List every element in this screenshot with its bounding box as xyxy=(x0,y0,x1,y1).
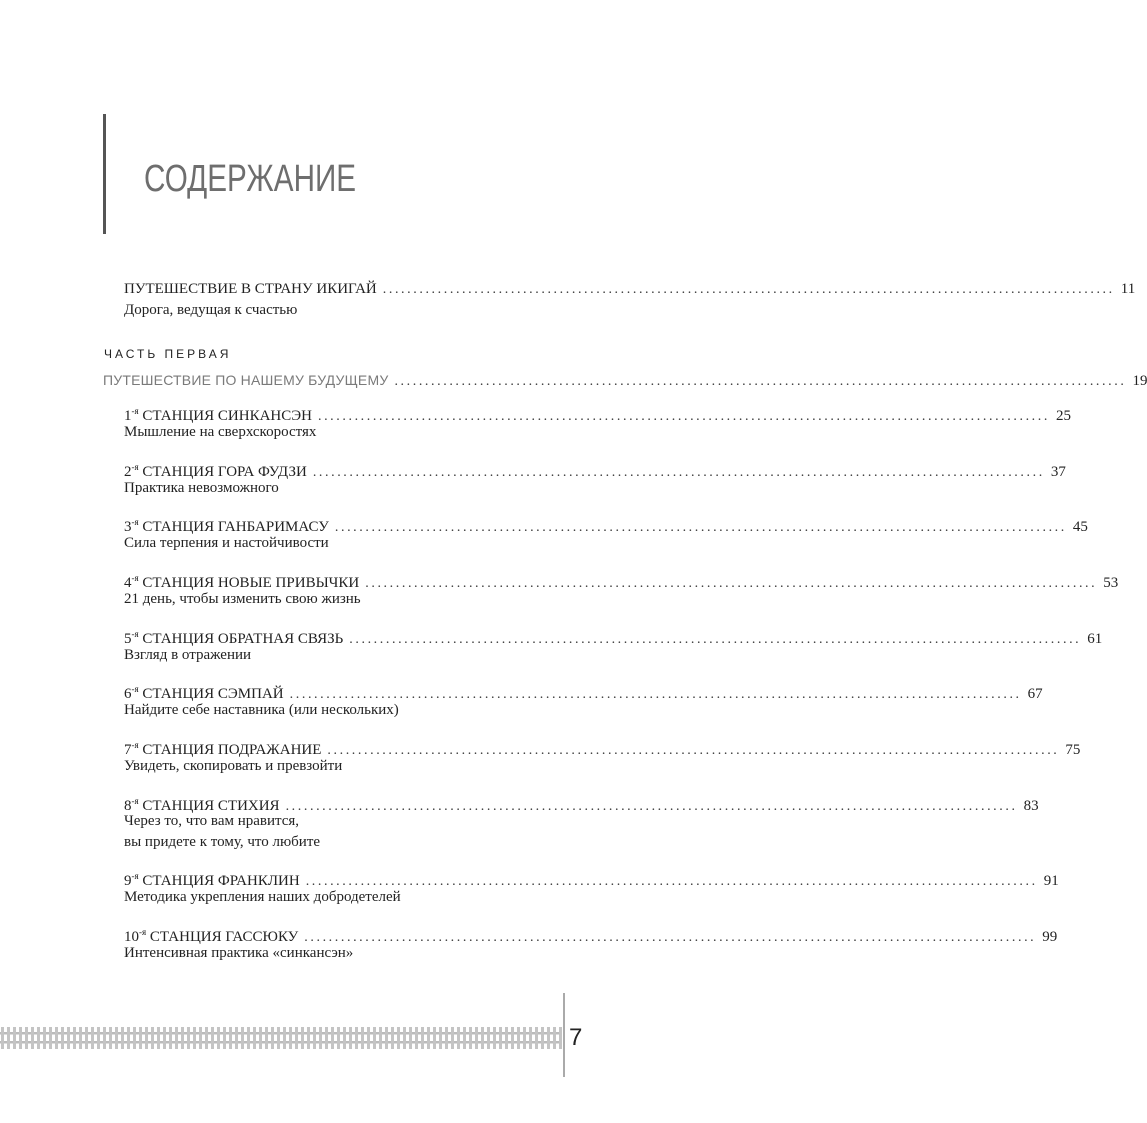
rail-sleeper xyxy=(121,1027,124,1049)
rail-sleeper xyxy=(55,1027,58,1049)
toc-entry-station-4[interactable] xyxy=(124,568,1119,591)
toc-page-number: 61 xyxy=(1087,631,1103,647)
rail-sleeper xyxy=(505,1027,508,1049)
station-suffix: -я xyxy=(131,629,139,639)
toc-entry-subtitle: 21 день, чтобы изменить свою жизнь xyxy=(124,591,361,607)
rail-sleeper xyxy=(325,1027,328,1049)
rail-sleeper xyxy=(67,1027,70,1049)
rail-sleeper xyxy=(127,1027,130,1049)
toc-entry-station-2[interactable] xyxy=(124,457,1066,480)
station-number: 1 xyxy=(124,408,132,424)
rail-sleeper xyxy=(37,1027,40,1049)
rail-sleeper xyxy=(391,1027,394,1049)
rail-sleeper xyxy=(313,1027,316,1049)
rail-sleeper xyxy=(115,1027,118,1049)
rail-sleeper xyxy=(187,1027,190,1049)
rail-sleeper xyxy=(541,1027,544,1049)
rail-sleeper xyxy=(439,1027,442,1049)
rail-sleeper xyxy=(13,1027,16,1049)
rail-sleepers xyxy=(1,1027,562,1049)
rail-sleeper xyxy=(247,1027,250,1049)
station-number: 4 xyxy=(124,575,132,591)
dot-leader: ........................................................................................................................ xyxy=(285,799,1018,814)
rail-sleeper xyxy=(421,1027,424,1049)
rail-sleeper xyxy=(145,1027,148,1049)
toc-entry-label: СТАНЦИЯ СЭМПАЙ xyxy=(142,686,284,702)
toc-entry-station-7[interactable] xyxy=(124,735,1081,758)
toc-entry-station-3[interactable] xyxy=(124,512,1088,535)
rail-sleeper xyxy=(523,1027,526,1049)
page-title: СОДЕРЖАНИЕ xyxy=(144,158,357,200)
station-number: 10 xyxy=(124,929,139,945)
toc-entry-subtitle: Увидеть, скопировать и превзойти xyxy=(124,758,343,774)
toc-entry-subtitle: Найдите себе наставника (или нескольких) xyxy=(124,702,399,718)
rail-sleeper xyxy=(307,1027,310,1049)
rail-sleeper xyxy=(559,1027,562,1049)
station-suffix: -я xyxy=(131,517,139,527)
page-number-bar xyxy=(563,993,565,1077)
station-number: 6 xyxy=(124,686,132,702)
station-suffix: -я xyxy=(131,740,139,750)
rail-sleeper xyxy=(7,1027,10,1049)
rail-sleeper xyxy=(385,1027,388,1049)
rail-sleeper xyxy=(529,1027,532,1049)
toc-page-number: 25 xyxy=(1055,408,1071,424)
rail-sleeper xyxy=(463,1027,466,1049)
rail-sleeper xyxy=(169,1027,172,1049)
rail-sleeper xyxy=(103,1027,106,1049)
rail-sleeper xyxy=(487,1027,490,1049)
dot-leader: ........................................................................................................................ xyxy=(334,520,1067,535)
rail-sleeper xyxy=(91,1027,94,1049)
rail-sleeper xyxy=(175,1027,178,1049)
rail-sleeper xyxy=(331,1027,334,1049)
toc-entry-station-10[interactable] xyxy=(124,922,1058,945)
station-suffix: -я xyxy=(131,573,139,583)
toc-entry-station-5[interactable] xyxy=(124,624,1103,647)
rail-sleeper xyxy=(49,1027,52,1049)
dot-leader: ........................................................................................................................ xyxy=(382,282,1115,297)
rail-sleeper xyxy=(157,1027,160,1049)
rail-sleeper xyxy=(427,1027,430,1049)
rail-sleeper xyxy=(43,1027,46,1049)
rail-sleeper xyxy=(289,1027,292,1049)
toc-page-number: 83 xyxy=(1023,798,1039,814)
rail-sleeper xyxy=(475,1027,478,1049)
rail-sleeper xyxy=(511,1027,514,1049)
toc-entry-label: СТАНЦИЯ НОВЫЕ ПРИВЫЧКИ xyxy=(142,575,360,591)
toc-entry-subtitle: Интенсивная практика «синкансэн» xyxy=(124,945,354,961)
rail-sleeper xyxy=(139,1027,142,1049)
rail-sleeper xyxy=(73,1027,76,1049)
station-number: 2 xyxy=(124,464,132,480)
dot-leader: ........................................................................................................................ xyxy=(317,409,1050,424)
rail-sleeper xyxy=(433,1027,436,1049)
dot-leader: ........................................................................................................................ xyxy=(327,743,1060,758)
rail-sleeper xyxy=(19,1027,22,1049)
rail-sleeper xyxy=(85,1027,88,1049)
station-number: 5 xyxy=(124,631,132,647)
page-number: 7 xyxy=(569,1024,583,1051)
rail-sleeper xyxy=(259,1027,262,1049)
toc-page-number: 67 xyxy=(1027,686,1043,702)
rail-sleeper xyxy=(181,1027,184,1049)
rail-sleeper xyxy=(31,1027,34,1049)
toc-entry-label: СТАНЦИЯ ГАНБАРИМАСУ xyxy=(142,519,329,535)
toc-entry-intro[interactable] xyxy=(124,279,1136,299)
toc-page-number: 91 xyxy=(1043,873,1059,889)
rail-sleeper xyxy=(301,1027,304,1049)
rail-sleeper xyxy=(451,1027,454,1049)
rail-sleeper xyxy=(277,1027,280,1049)
rail-sleeper xyxy=(397,1027,400,1049)
toc-entry-label: ПУТЕШЕСТВИЕ В СТРАНУ ИКИГАЙ xyxy=(124,281,377,297)
rail-sleeper xyxy=(535,1027,538,1049)
rail-sleeper xyxy=(319,1027,322,1049)
rail-sleeper xyxy=(271,1027,274,1049)
rail-sleeper xyxy=(481,1027,484,1049)
rail-sleeper xyxy=(361,1027,364,1049)
rail-sleeper xyxy=(409,1027,412,1049)
rail-sleeper xyxy=(337,1027,340,1049)
rail-sleeper xyxy=(295,1027,298,1049)
toc-entry-subtitle: Дорога, ведущая к счастью xyxy=(124,302,298,318)
toc-entry-subtitle: Мышление на сверхскоростях xyxy=(124,424,317,440)
rail-sleeper xyxy=(229,1027,232,1049)
rail-sleeper xyxy=(403,1027,406,1049)
part-title: ПУТЕШЕСТВИЕ ПО НАШЕМУ БУДУЩЕМУ xyxy=(103,372,389,388)
dot-leader: ........................................................................................................................ xyxy=(305,874,1038,889)
rail-sleeper xyxy=(199,1027,202,1049)
rail-sleeper xyxy=(457,1027,460,1049)
station-suffix: -я xyxy=(139,927,147,937)
rail-sleeper xyxy=(367,1027,370,1049)
toc-entry-label: СТАНЦИЯ СТИХИЯ xyxy=(142,798,280,814)
toc-entry-station-9[interactable] xyxy=(124,866,1059,889)
toc-page-number: 11 xyxy=(1120,281,1136,297)
toc-page-number: 99 xyxy=(1042,929,1058,945)
dot-leader: ........................................................................................................................ xyxy=(312,465,1045,480)
toc-page-number: 45 xyxy=(1072,519,1088,535)
rail-sleeper xyxy=(445,1027,448,1049)
station-number: 3 xyxy=(124,519,132,535)
rail-sleeper xyxy=(349,1027,352,1049)
toc-entry-station-1[interactable] xyxy=(124,401,1071,424)
station-number: 7 xyxy=(124,742,132,758)
toc-entry-station-6[interactable] xyxy=(124,679,1043,702)
rail-sleeper xyxy=(151,1027,154,1049)
toc-page-number: 75 xyxy=(1065,742,1081,758)
rail-sleeper xyxy=(133,1027,136,1049)
rail-sleeper xyxy=(97,1027,100,1049)
rail-sleeper xyxy=(211,1027,214,1049)
toc-entry-subtitle: Методика укрепления наших добродетелей xyxy=(124,889,401,905)
toc-entry-station-8[interactable] xyxy=(124,791,1039,814)
rail-sleeper xyxy=(517,1027,520,1049)
rail-sleeper xyxy=(373,1027,376,1049)
toc-entry-label: СТАНЦИЯ ОБРАТНАЯ СВЯЗЬ xyxy=(142,631,344,647)
rail-sleeper xyxy=(265,1027,268,1049)
rail-sleeper xyxy=(499,1027,502,1049)
dot-leader: ........................................................................................................................ xyxy=(349,632,1082,647)
toc-entry-label: СТАНЦИЯ ГОРА ФУДЗИ xyxy=(142,464,307,480)
toc-page-number: 19 xyxy=(1132,373,1147,389)
toc-page-number: 53 xyxy=(1103,575,1119,591)
station-number: 8 xyxy=(124,798,132,814)
rail-sleeper xyxy=(217,1027,220,1049)
rail-sleeper xyxy=(553,1027,556,1049)
toc-entry-subtitle: Сила терпения и настойчивости xyxy=(124,535,329,551)
toc-entry-part-one[interactable] xyxy=(103,370,1147,390)
dot-leader: ........................................................................................................................ xyxy=(289,687,1022,702)
toc-entry-label: СТАНЦИЯ ПОДРАЖАНИЕ xyxy=(142,742,322,758)
station-suffix: -я xyxy=(131,684,139,694)
rail-sleeper xyxy=(547,1027,550,1049)
toc-entry-subtitle: Через то, что вам нравится, xyxy=(124,813,300,829)
title-accent-bar xyxy=(103,114,106,234)
dot-leader: ........................................................................................................................ xyxy=(365,576,1098,591)
rail-sleeper xyxy=(241,1027,244,1049)
rail-sleeper xyxy=(283,1027,286,1049)
rail-sleeper xyxy=(25,1027,28,1049)
rail-sleeper xyxy=(415,1027,418,1049)
rail-sleeper xyxy=(493,1027,496,1049)
toc-entry-label: СТАНЦИЯ СИНКАНСЭН xyxy=(142,408,312,424)
rail-sleeper xyxy=(235,1027,238,1049)
rail-sleeper xyxy=(1,1027,4,1049)
rail-sleeper xyxy=(109,1027,112,1049)
toc-page-number: 37 xyxy=(1050,464,1066,480)
toc-entry-label: СТАНЦИЯ ФРАНКЛИН xyxy=(142,873,300,889)
rail-sleeper xyxy=(343,1027,346,1049)
rail-sleeper xyxy=(61,1027,64,1049)
rail-sleeper xyxy=(355,1027,358,1049)
toc-entry-subtitle: Практика невозможного xyxy=(124,480,279,496)
rail-sleeper xyxy=(205,1027,208,1049)
station-suffix: -я xyxy=(131,796,139,806)
toc-entry-subtitle: Взгляд в отражении xyxy=(124,647,252,663)
rail-sleeper xyxy=(163,1027,166,1049)
rail-sleeper xyxy=(223,1027,226,1049)
railway-track-decoration xyxy=(0,1025,562,1051)
station-suffix: -я xyxy=(131,462,139,472)
station-suffix: -я xyxy=(131,871,139,881)
rail-sleeper xyxy=(253,1027,256,1049)
rail-sleeper xyxy=(379,1027,382,1049)
dot-leader: ........................................................................................................................ xyxy=(394,374,1127,389)
rail-sleeper xyxy=(193,1027,196,1049)
part-label: ЧАСТЬ ПЕРВАЯ xyxy=(104,347,232,361)
toc-entry-subtitle-line2: вы придете к тому, что любите xyxy=(124,834,321,850)
rail-sleeper xyxy=(79,1027,82,1049)
station-number: 9 xyxy=(124,873,132,889)
station-suffix: -я xyxy=(131,406,139,416)
toc-entry-label: СТАНЦИЯ ГАССЮКУ xyxy=(149,929,299,945)
dot-leader: ........................................................................................................................ xyxy=(304,930,1037,945)
rail-sleeper xyxy=(469,1027,472,1049)
